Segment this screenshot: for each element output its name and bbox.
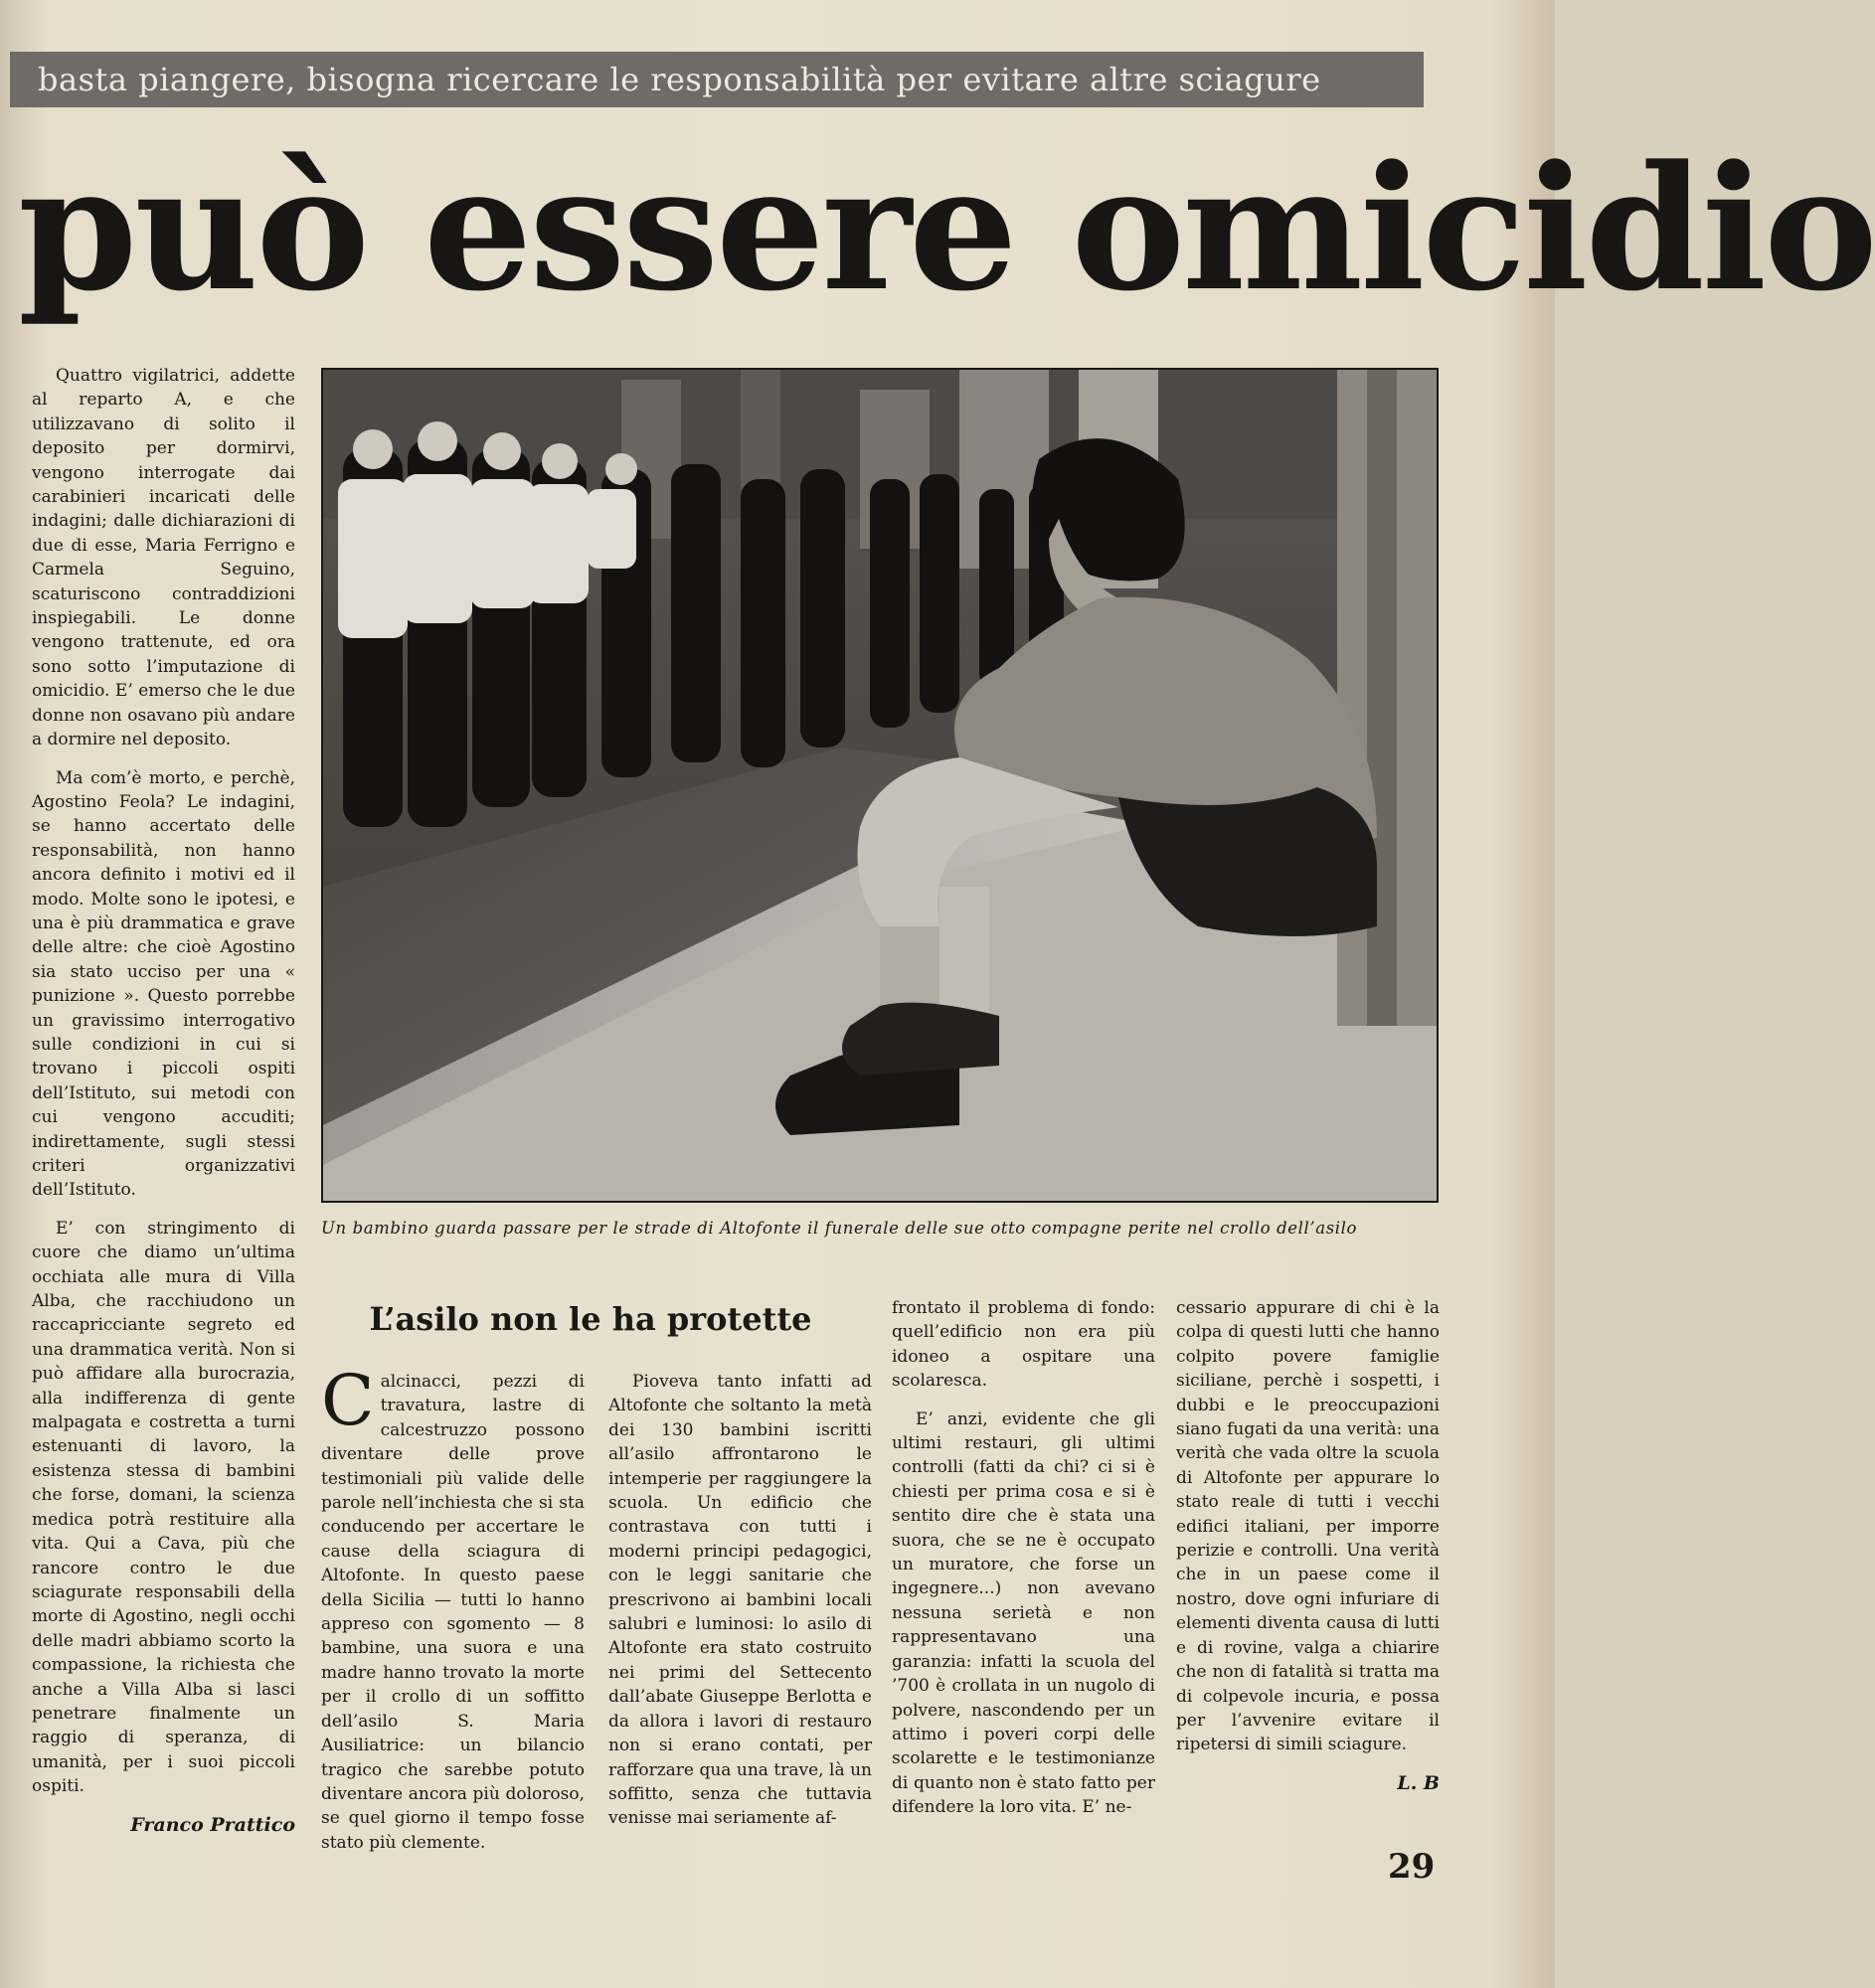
paragraph: frontato il problema di fondo: quell’edificio non era più idoneo a ospitare una scolaresca. <box>892 1298 1155 1392</box>
byline: Franco Prattico <box>130 1813 295 1836</box>
page-number: 29 <box>1388 1847 1436 1887</box>
article-column-2 <box>608 1370 872 1845</box>
paragraph: Pioveva tanto infatti ad Altofonte che soltanto la metà dei 130 bambini iscritti all’asilo affrontarono le intemperie per raggiungere la scuola. Un edificio che contrastava con tutti i moderni principi pedagogici, con le leggi sanitarie che prescrivono ai bambini locali salubri e luminosi: lo asilo di Altofonte era stato costruito nei primi del Settecento dall’abate Giuseppe Berlotta e da allora i lavori di restauro non si erano contati, per rafforzare qua una trave, là un soffitto, senza che tuttavia venisse mai seriamente af- <box>608 1372 872 1829</box>
paragraph-text: alcinacci, pezzi di travatura, lastre di calcestruzzo possono diventare delle prove testimoniali più valide delle parole nell’inchiesta che si sta conducendo per accertare le cause della sciagura di Altofonte. In questo paese della Sicilia — tutti lo hanno appreso con sgomento — 8 bambine, una suora e una madre hanno trovato la morte per il crollo di un soffitto dell’asilo S. Maria Ausiliatrice: un bilancio tragico che sarebbe potuto diventare ancora più doloroso, se quel giorno il tempo fosse stato più clemente. <box>321 1372 585 1853</box>
left-column <box>32 364 295 1837</box>
author-initials: L. B <box>1397 1771 1440 1794</box>
kicker-banner: basta piangere, bisogna ricercare le responsabilità per evitare altre sciagure <box>10 52 1424 107</box>
photo-caption: Un bambino guarda passare per le strade di Altofonte il funerale delle sue otto compagne perite nel crollo dell’asilo <box>321 1219 1358 1238</box>
paragraph <box>321 1360 585 1855</box>
article-subheading: L’asilo non le ha protette <box>369 1300 812 1338</box>
article-column-3 <box>892 1296 1155 1834</box>
main-headline: può essere omicidio <box>18 127 1875 329</box>
boy-watching-funeral-photo <box>321 368 1439 1203</box>
paragraph: E’ anzi, evidente che gli ultimi restauri, gli ultimi controlli (fatti da chi? ci si è chiesti per prima cosa e si è sentito dire che è stata una suora, che se ne è occupato un muratore, che forse un ingegnere...) non avevano nessuna serietà e non rappresentavano una garanzia: infatti la scuola del ’700 è crollata in un nugolo di polvere, nascondendo per un attimo i poveri corpi delle scolarette e le testimonianze di quanto non è stato fatto per difendere la loro vita. E’ ne- <box>892 1408 1155 1818</box>
article-column-1 <box>321 1360 585 1869</box>
drop-cap: C <box>321 1360 375 1441</box>
paragraph: cessario appurare di chi è la colpa di questi lutti che hanno colpito povere famiglie siciliane, perchè i sospetti, i dubbi e le preoccupazioni siano fugati da una verità: una verità che vada oltre la scuola di Altofonte per appurare lo stato reale di tutti i vecchi edifici italiani, per imporre perizie e controlli. Una verità che in un paese come il nostro, dove ogni infuriare di elementi diventa causa di lutti e di rovine, valga a chiarire che non di fatalità si tratta ma di colpevole incuria, e possa per l’avvenire evitare il ripetersi di simili sciagure. <box>1176 1298 1440 1755</box>
paragraph: Quattro vigilatrici, addette al reparto A, e che utilizzavano di solito il deposito per dormirvi, vengono interrogate dai carabinieri incaricati delle indagini; dalle dichiarazioni di due di esse, Maria Ferrigno e Carmela Seguino, scaturiscono contraddizioni inspiegabili. Le donne vengono trattenute, ed ora sono sotto l’imputazione di omicidio. E’ emerso che le due donne non osavano più andare a dormire nel deposito. <box>32 366 295 750</box>
article-column-4 <box>1176 1296 1440 1795</box>
paragraph: Ma com’è morto, e perchè, Agostino Feola? Le indagini, se hanno accertato delle responsabilità, non hanno ancora definito i motivi ed il modo. Molte sono le ipotesi, e una è più drammatica e grave delle altre: che cioè Agostino sia stato ucciso per una « punizione ». Questo porrebbe un gravissimo interrogativo sulle condizioni in cui si trovano i piccoli ospiti dell’Istituto, sui metodi con cui vengono accuditi; indirettamente, sugli stessi criteri organizzativi dell’Istituto. <box>32 767 295 1201</box>
paragraph: E’ con stringimento di cuore che diamo un’ultima occhiata alle mura di Villa Alba, che racchiudono un raccapricciante segreto ed una drammatica verità. Non si può affidare alla burocrazia, alla indifferenza di gente malpagata e costretta a turni estenuanti di lavoro, la esistenza stessa di bambini che forse, domani, la scienza medica potrà restituire alla vita. Qui a Cava, più che rancore contro le due sciagurate responsabili della morte di Agostino, negli occhi delle madri abbiamo scorto la compassione, la richiesta che anche a Villa Alba si lasci penetrare finalmente un raggio di speranza, di umanità, per i suoi piccoli ospiti. <box>32 1218 295 1797</box>
